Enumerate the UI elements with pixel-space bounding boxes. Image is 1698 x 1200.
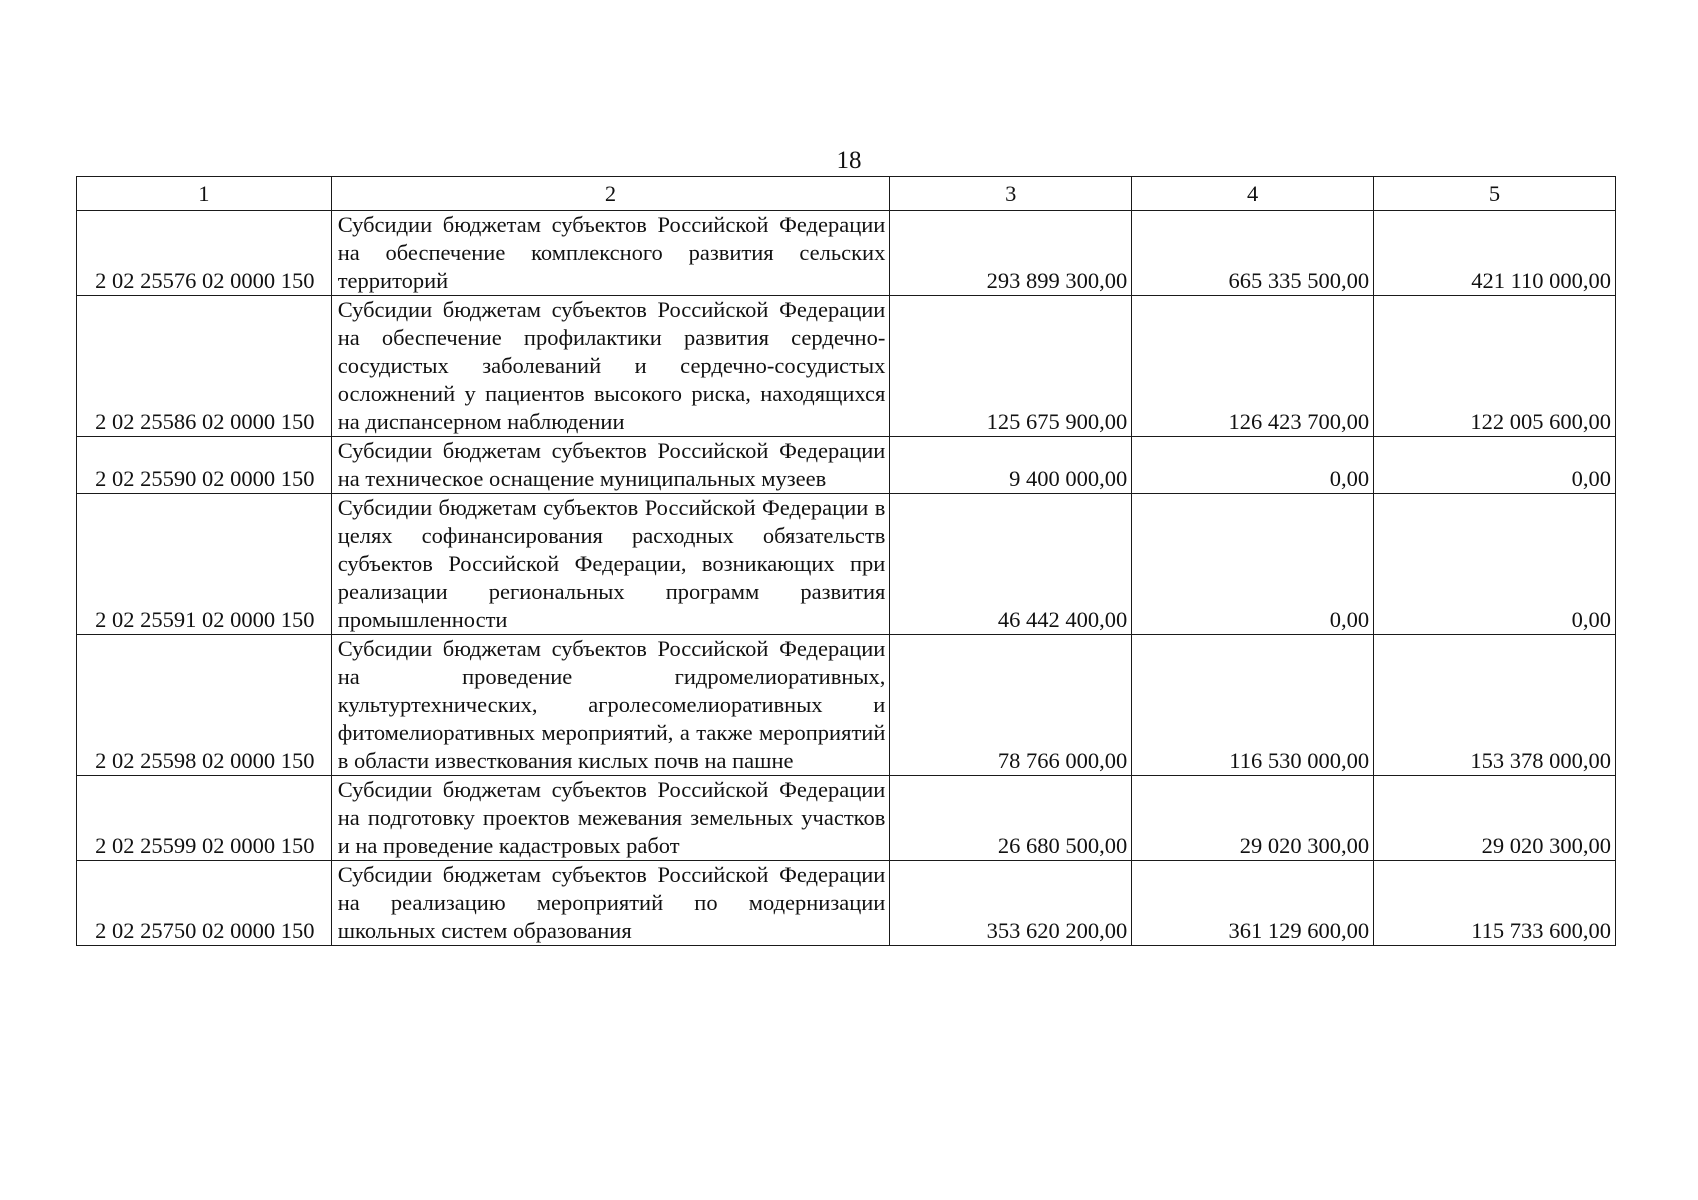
budget-code: 2 02 25590 02 0000 150 <box>77 437 332 494</box>
amount-col3: 26 680 500,00 <box>890 776 1132 861</box>
column-header: 3 <box>890 177 1132 211</box>
column-header: 1 <box>77 177 332 211</box>
subsidy-description: Субсидии бюджетам субъектов Российской Федерации на обеспечение комплексного развития сельских территорий <box>331 211 890 296</box>
amount-col5: 0,00 <box>1374 437 1616 494</box>
amount-col3: 293 899 300,00 <box>890 211 1132 296</box>
budget-code: 2 02 25576 02 0000 150 <box>77 211 332 296</box>
table-row <box>77 211 1616 296</box>
budget-code: 2 02 25586 02 0000 150 <box>77 296 332 437</box>
amount-col4: 0,00 <box>1132 494 1374 635</box>
subsidy-description: Субсидии бюджетам субъектов Российской Федерации на проведение гидромелиоративных, культуртехнических, агролесомелиоративных и фитомелиоративных мероприятий, а также мероприятий в области известкования кислых почв на пашне <box>331 635 890 776</box>
subsidy-description: Субсидии бюджетам субъектов Российской Федерации на реализацию мероприятий по модернизации школьных систем образования <box>331 861 890 946</box>
column-number-row <box>77 177 1616 211</box>
table-row <box>77 494 1616 635</box>
budget-table <box>76 176 1616 946</box>
amount-col4: 361 129 600,00 <box>1132 861 1374 946</box>
amount-col5: 29 020 300,00 <box>1374 776 1616 861</box>
subsidy-description: Субсидии бюджетам субъектов Российской Федерации на обеспечение профилактики развития сердечно-сосудистых заболеваний и сердечно-сосудистых осложнений у пациентов высокого риска, находящихся на диспансерном наблюдении <box>331 296 890 437</box>
subsidy-description: Субсидии бюджетам субъектов Российской Федерации в целях софинансирования расходных обязательств субъектов Российской Федерации, возникающих при реализации региональных программ развития промышленности <box>331 494 890 635</box>
amount-col4: 0,00 <box>1132 437 1374 494</box>
amount-col5: 153 378 000,00 <box>1374 635 1616 776</box>
amount-col3: 353 620 200,00 <box>890 861 1132 946</box>
column-header: 2 <box>331 177 890 211</box>
table-row <box>77 776 1616 861</box>
subsidy-description: Субсидии бюджетам субъектов Российской Федерации на техническое оснащение муниципальных музеев <box>331 437 890 494</box>
amount-col3: 78 766 000,00 <box>890 635 1132 776</box>
amount-col4: 665 335 500,00 <box>1132 211 1374 296</box>
amount-col5: 0,00 <box>1374 494 1616 635</box>
page-number: 18 <box>836 147 862 174</box>
amount-col5: 421 110 000,00 <box>1374 211 1616 296</box>
table-row <box>77 437 1616 494</box>
budget-code: 2 02 25598 02 0000 150 <box>77 635 332 776</box>
column-header: 5 <box>1374 177 1616 211</box>
amount-col4: 29 020 300,00 <box>1132 776 1374 861</box>
subsidy-description: Субсидии бюджетам субъектов Российской Федерации на подготовку проектов межевания земельных участков и на проведение кадастровых работ <box>331 776 890 861</box>
amount-col4: 126 423 700,00 <box>1132 296 1374 437</box>
table-row <box>77 635 1616 776</box>
budget-code: 2 02 25750 02 0000 150 <box>77 861 332 946</box>
table-row <box>77 861 1616 946</box>
amount-col5: 122 005 600,00 <box>1374 296 1616 437</box>
table-row <box>77 296 1616 437</box>
amount-col3: 46 442 400,00 <box>890 494 1132 635</box>
column-header: 4 <box>1132 177 1374 211</box>
amount-col4: 116 530 000,00 <box>1132 635 1374 776</box>
amount-col3: 9 400 000,00 <box>890 437 1132 494</box>
amount-col3: 125 675 900,00 <box>890 296 1132 437</box>
budget-code: 2 02 25599 02 0000 150 <box>77 776 332 861</box>
budget-code: 2 02 25591 02 0000 150 <box>77 494 332 635</box>
amount-col5: 115 733 600,00 <box>1374 861 1616 946</box>
